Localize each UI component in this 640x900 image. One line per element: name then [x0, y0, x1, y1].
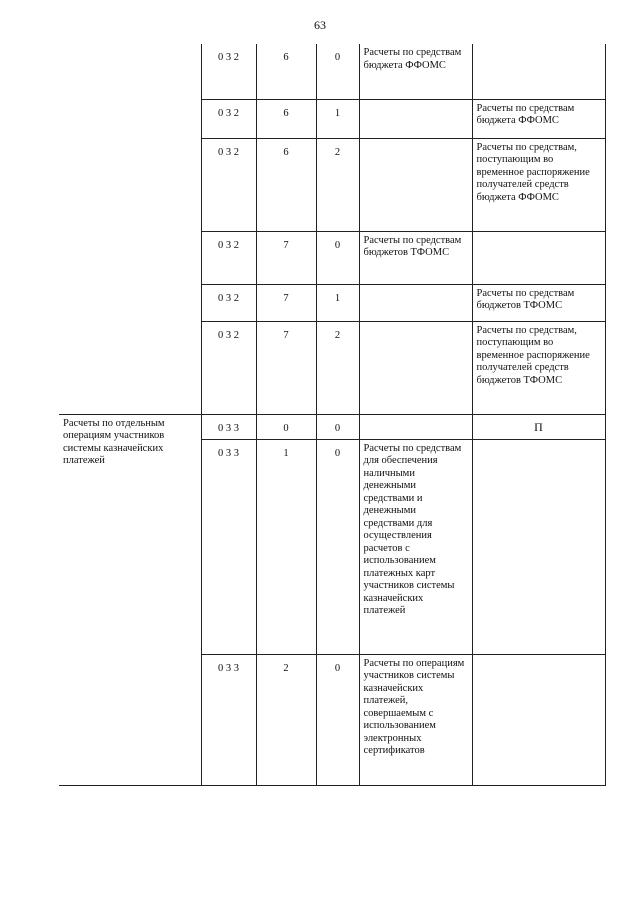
- subcode-b-cell: 0: [316, 654, 359, 785]
- subaccount-name-cell: [472, 654, 605, 785]
- code-cell: 0 3 2: [201, 321, 256, 414]
- code-cell: 0 3 3: [201, 654, 256, 785]
- subaccount-name-cell: П: [472, 414, 605, 439]
- group-label-first: [59, 44, 201, 414]
- subcode-a-cell: 1: [256, 439, 316, 654]
- code-cell: 0 3 2: [201, 99, 256, 138]
- subaccount-name-cell: [472, 44, 605, 99]
- account-name-cell: Расчеты по средствам бюджетов ТФОМС: [359, 231, 472, 284]
- subcode-a-cell: 7: [256, 321, 316, 414]
- subcode-a-cell: 7: [256, 284, 316, 321]
- subcode-b-cell: 1: [316, 99, 359, 138]
- account-name-cell: [359, 321, 472, 414]
- accounts-table: [59, 44, 606, 786]
- page-number: 63: [314, 18, 326, 32]
- code-cell: 0 3 2: [201, 284, 256, 321]
- group-label-second: Расчеты по отдельным операциям участников системы казначейских платежей: [59, 414, 201, 785]
- subaccount-name-cell: Расчеты по средствам бюджета ФФОМС: [472, 99, 605, 138]
- subcode-b-cell: 2: [316, 321, 359, 414]
- account-name-cell: Расчеты по операциям участников системы казначейских платежей, совершаемым с использованием электронных сертификатов: [359, 654, 472, 785]
- code-cell: 0 3 2: [201, 231, 256, 284]
- account-name-cell: [359, 284, 472, 321]
- subaccount-name-cell: Расчеты по средствам, поступающим во временное распоряжение получателей средств бюджетов ТФОМС: [472, 321, 605, 414]
- subcode-a-cell: 7: [256, 231, 316, 284]
- subaccount-name-cell: Расчеты по средствам бюджетов ТФОМС: [472, 284, 605, 321]
- subcode-a-cell: 6: [256, 138, 316, 231]
- table-row: [59, 44, 605, 99]
- account-name-cell: Расчеты по средствам для обеспечения наличными денежными средствами и денежными средствами для осуществления расчетов с использованием платежных карт участников системы казначейских платежей: [359, 439, 472, 654]
- subcode-b-cell: 2: [316, 138, 359, 231]
- code-cell: 0 3 3: [201, 439, 256, 654]
- code-cell: 0 3 3: [201, 414, 256, 439]
- account-name-cell: [359, 138, 472, 231]
- subaccount-name-cell: Расчеты по средствам, поступающим во временное распоряжение получателей средств бюджета ФФОМС: [472, 138, 605, 231]
- table-row: [59, 414, 605, 439]
- subcode-b-cell: 0: [316, 231, 359, 284]
- subaccount-name-cell: [472, 231, 605, 284]
- subcode-a-cell: 0: [256, 414, 316, 439]
- code-cell: 0 3 2: [201, 44, 256, 99]
- account-name-cell: Расчеты по средствам бюджета ФФОМС: [359, 44, 472, 99]
- account-name-cell: [359, 414, 472, 439]
- subcode-a-cell: 6: [256, 44, 316, 99]
- subcode-b-cell: 0: [316, 439, 359, 654]
- code-cell: 0 3 2: [201, 138, 256, 231]
- subcode-b-cell: 0: [316, 44, 359, 99]
- subcode-a-cell: 2: [256, 654, 316, 785]
- subaccount-name-cell: [472, 439, 605, 654]
- subcode-b-cell: 0: [316, 414, 359, 439]
- subcode-b-cell: 1: [316, 284, 359, 321]
- subcode-a-cell: 6: [256, 99, 316, 138]
- account-name-cell: [359, 99, 472, 138]
